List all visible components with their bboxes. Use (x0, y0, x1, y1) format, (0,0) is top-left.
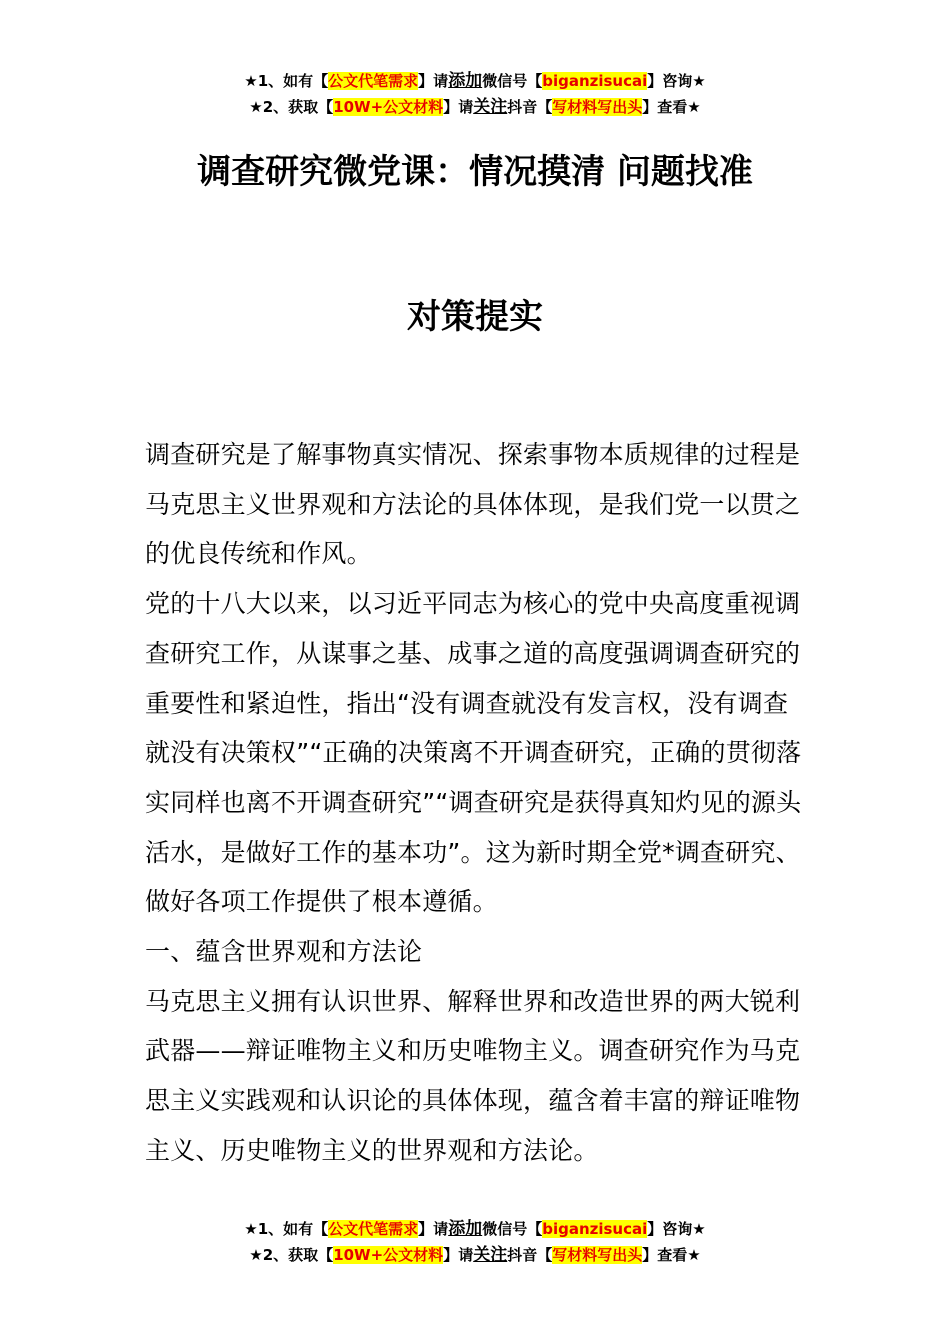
promo-text: 】请 (443, 1246, 474, 1264)
promo-line-1 (0, 1216, 950, 1242)
promo-text: ★2、获取【 (249, 1246, 334, 1264)
promo-underlined: 关注 (473, 97, 508, 117)
paragraph-marxism: 马克思主义拥有认识世界、解释世界和改造世界的两大锐利武器——辩证唯物主义和历史唯物主义。调查研究作为马克思主义实践观和认识论的具体体现，蕴含着丰富的辩证唯物主义、历史唯物主义的世界观和方法论。 (145, 986, 801, 1165)
promo-text: ★2、获取【 (249, 98, 334, 116)
wechat-id-highlight: biganzisucai (542, 1220, 648, 1238)
promo-text: 】查看★ (642, 1246, 701, 1264)
promo-text: 】请 (418, 72, 449, 90)
promo-text: 抖音【 (507, 98, 553, 116)
promo-text: 抖音【 (507, 1246, 553, 1264)
promo-highlight: 10W+公文材料 (333, 98, 444, 116)
wechat-id-highlight: biganzisucai (542, 72, 648, 90)
promo-highlight: 10W+公文材料 (333, 1246, 444, 1264)
promo-highlight: 公文代笔需求 (328, 72, 419, 90)
document-title-line-2: 对策提实 (407, 297, 543, 337)
promo-banner-top (0, 68, 950, 120)
paragraph-since-18th-congress: 党的十八大以来，以习近平同志为核心的党中央高度重视调查研究工作，从谋事之基、成事之道的高度强调调查研究的重要性和紧迫性，指出“没有调查就没有发言权，没有调查就没有决策权”“正确的决策离不开调查研究，正确的贯彻落实同样也离不开调查研究”“调查研究是获得真知灼见的源头活水，是做好工作的基本功”。这为新时期全党*调查研究、做好各项工作提供了根本遵循。 (145, 589, 802, 917)
douyin-id-highlight: 写材料写出头 (552, 98, 643, 116)
promo-banner-bottom (0, 1216, 950, 1268)
promo-line-2 (0, 1242, 950, 1268)
promo-text: 】咨询★ (647, 1220, 706, 1238)
promo-line-1 (0, 68, 950, 94)
document-title-line-1: 调查研究微党课：情况摸清 问题找准 (197, 152, 753, 192)
promo-text: 】查看★ (642, 98, 701, 116)
promo-text: 】咨询★ (647, 72, 706, 90)
promo-highlight: 公文代笔需求 (328, 1220, 419, 1238)
document-body (145, 430, 807, 1176)
promo-line-2 (0, 94, 950, 120)
promo-text: ★1、如有【 (244, 72, 329, 90)
douyin-id-highlight: 写材料写出头 (552, 1246, 643, 1264)
promo-text: 】请 (418, 1220, 449, 1238)
promo-text: 】请 (443, 98, 474, 116)
promo-text: ★1、如有【 (244, 1220, 329, 1238)
section-heading-1: 一、蕴含世界观和方法论 (145, 937, 423, 967)
promo-underlined: 关注 (473, 1245, 508, 1265)
paragraph-intro: 调查研究是了解事物真实情况、探索事物本质规律的过程是马克思主义世界观和方法论的具体体现，是我们党一以贯之的优良传统和作风。 (145, 440, 801, 569)
promo-text: 微信号【 (482, 72, 543, 90)
promo-underlined: 添加 (448, 1219, 483, 1239)
promo-underlined: 添加 (448, 71, 483, 91)
promo-text: 微信号【 (482, 1220, 543, 1238)
